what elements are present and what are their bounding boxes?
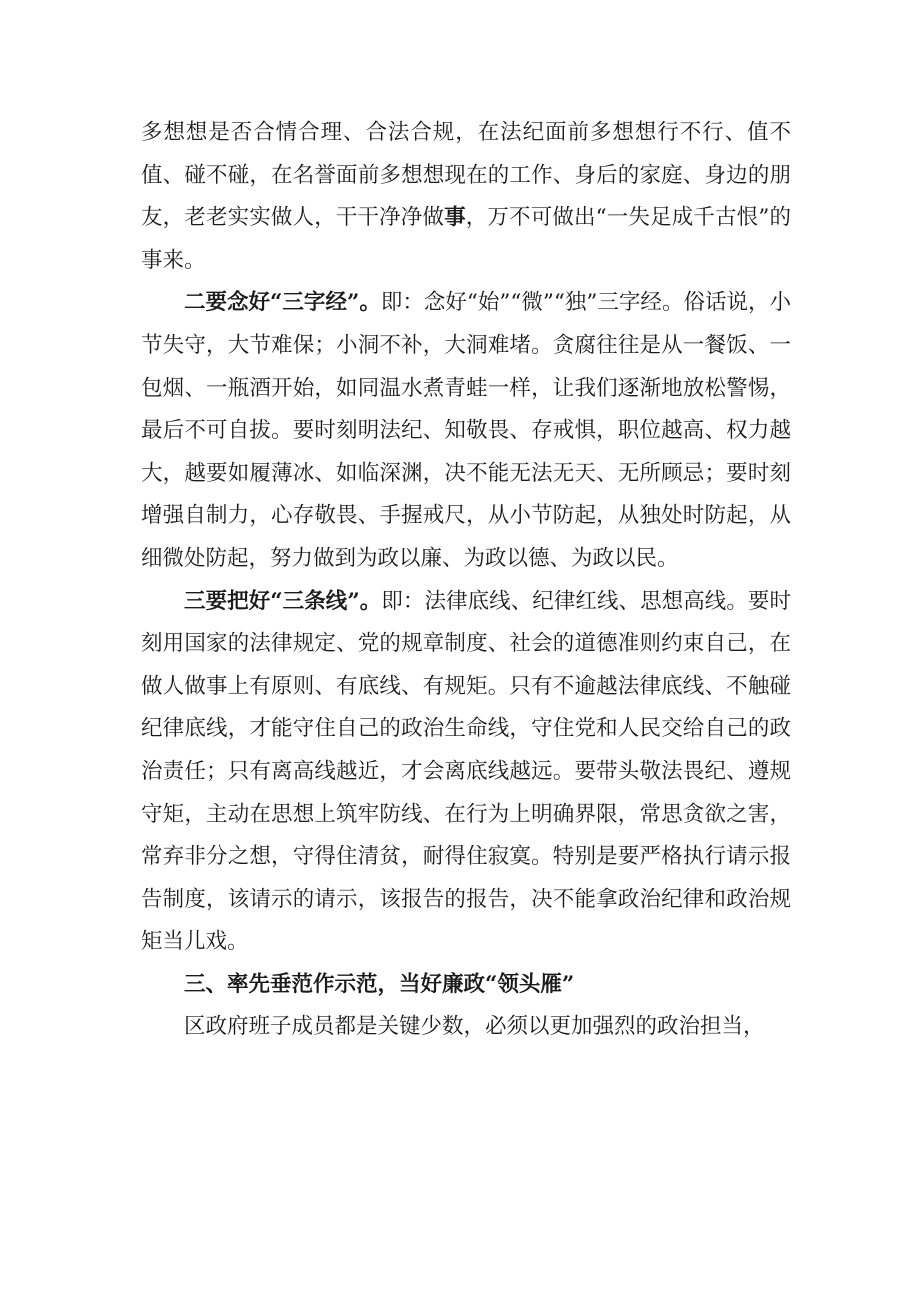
section-heading: 三、率先垂范作示范，当好廉政“领头雁” [184, 971, 575, 997]
paragraph-text: 即：法律底线、纪律红线、思想高线。要时刻用国家的法律规定、党的规章制度、社会的道德准则约束自己，在做人做事上有原则、有底线、有规矩。只有不逾越法律底线、不触碰纪律底线，才能守住自己的政治生命线，守住党和人民交给自己的政治责任；只有离高线越近，才会离底线越远。要带头敬法畏纪、遵规守矩，主动在思想上筑牢防线、在行为上明确界限，常思贪欲之害，常弃非分之想，守得住清贫，耐得住寂寞。特别是要严格执行请示报告制度，该请示的请示，该报告的报告，决不能拿政治纪律和政治规矩当儿戏。 [141, 588, 791, 955]
paragraph-lead: 三要把好“三条线”。 [184, 588, 382, 614]
bold-char: 事 [444, 205, 466, 231]
paragraph-text: 多想想是否合情合理、合法合规，在法纪面前多想想行不行、值不值、碰不碰，在名誉面前多想想现在的工作、身后的家庭、身边的朋友，老老实实做人，干干净净做 [141, 120, 791, 231]
paragraph-text-end: ，万不可做出“一失足成千古恨”的事来。 [141, 205, 791, 273]
paragraph-section-start: 区政府班子成员都是关键少数，必须以更加强烈的政治担当， [184, 1014, 765, 1040]
paragraph-lead: 二要念好“三字经”。 [184, 290, 381, 316]
paragraph-three-lines [141, 581, 791, 964]
paragraph-three-character-classic [141, 282, 791, 580]
paragraph-text: 即：念好“始”“微”“独”三字经。俗话说，小节失守，大节难保；小洞不补，大洞难堵。贪腐往往是从一餐饭、一包烟、一瓶酒开始，如同温水煮青蛙一样，让我们逐渐地放松警惕，最后不可自拔。要时刻明法纪、知敬畏、存戒惧，职位越高、权力越大，越要如履薄冰、如临深渊，决不能无法无天、无所顾忌；要时刻增强自制力，心存敬畏、手握戒尺，从小节防起，从独处时防起，从细微处防起，努力做到为政以廉、为政以德、为政以民。 [141, 290, 791, 571]
paragraph-continuation [141, 112, 791, 282]
document-body [141, 112, 791, 1049]
